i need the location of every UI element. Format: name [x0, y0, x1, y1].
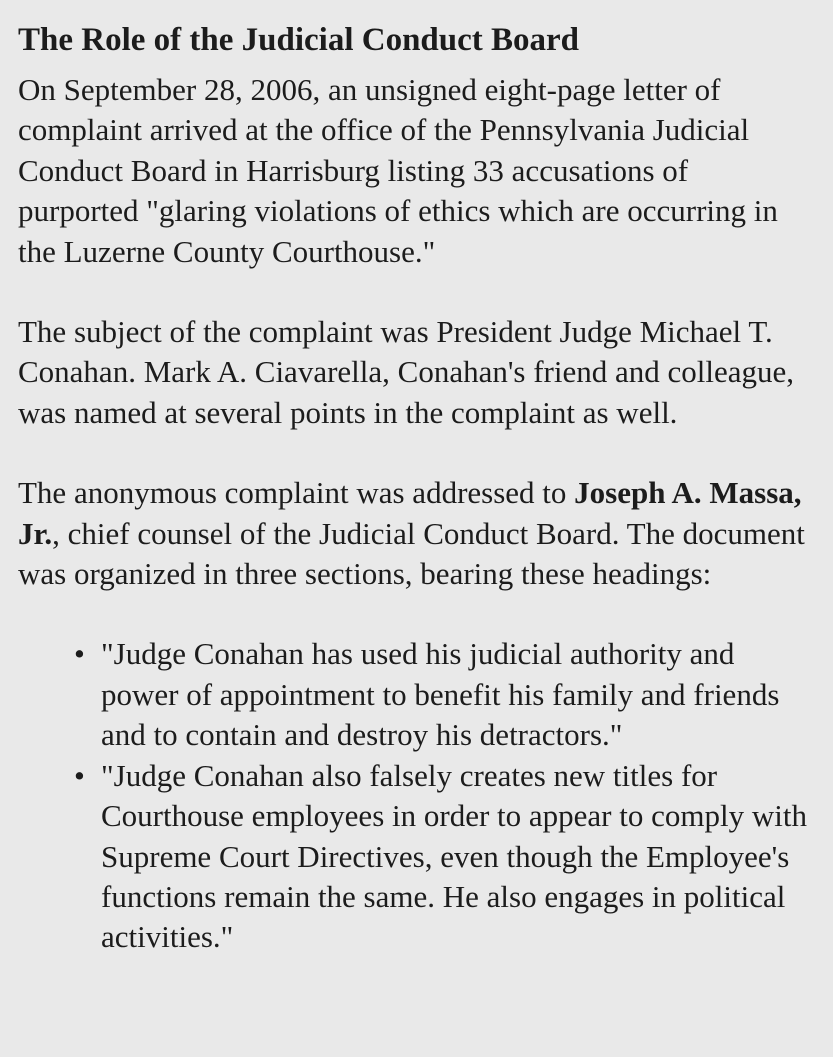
addressee-text-after: , chief counsel of the Judicial Conduct Board. The document was organized in three sections, bearing these headings: [18, 515, 805, 592]
addressee-name: Joseph A. Massa, Jr. [18, 475, 802, 551]
addressee-text-before: The anonymous complaint was addressed to [18, 475, 575, 511]
list-item [74, 634, 811, 755]
complaint-headings-list [18, 634, 811, 957]
paragraph-complaint-arrival: On September 28, 2006, an unsigned eight-page letter of complaint arrived at the office of the Pennsylvania Judicial Conduct Board in Harrisburg listing 33 accusations of purported "glaring violations of ethics which are occurring in the Luzerne County Courthouse." [18, 72, 778, 269]
bullet-icon: • [74, 757, 85, 793]
paragraph-complaint-addressee [18, 473, 811, 594]
article-title: The Role of the Judicial Conduct Board [18, 22, 580, 58]
paragraph-complaint-subject: The subject of the complaint was President Judge Michael T. Conahan. Mark A. Ciavarella, Conahan's friend and colleague, was named at several points in the complaint as well. [18, 314, 795, 430]
bullet-icon: • [74, 636, 85, 672]
list-item [74, 756, 811, 958]
list-item-text: "Judge Conahan also falsely creates new titles for Courthouse employees in order to appear to comply with Supreme Court Directives, even though the Employee's functions remain the same. He also engages in political activities." [101, 757, 807, 955]
list-item-text: "Judge Conahan has used his judicial authority and power of appointment to benefit his family and friends and to contain and destroy his detractors." [101, 636, 780, 753]
